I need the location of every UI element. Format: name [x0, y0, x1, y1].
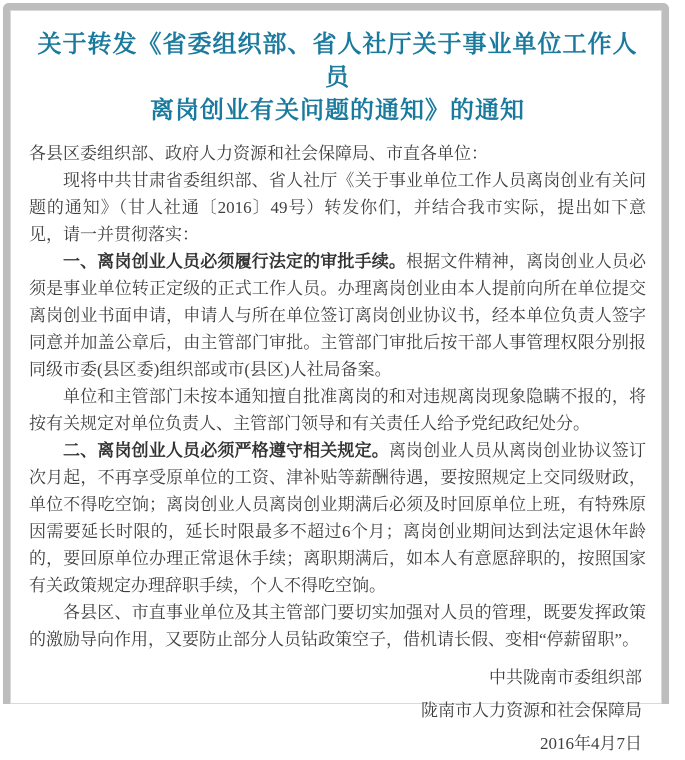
signature-block [29, 661, 646, 760]
salutation: 各县区委组织部、政府人力资源和社会保障局、市直各单位： [29, 144, 488, 163]
paragraph-intro-text: 现将中共甘肃省委组织部、省人社厅《关于事业单位工作人员离岗创业有关问题的通知》（甘人社通〔2016〕49号）转发你们，并结合我市实际，提出如下意见，请一并贯彻落实： [29, 171, 646, 244]
paragraph-closing-text: 各县区、市直事业单位及其主管部门要切实加强对人员的管理，既要发挥政策的激励导向作用，又要防止部分人员钻政策空子，借机请长假、变相“停薪留职”。 [29, 603, 646, 649]
document-page [3, 3, 669, 753]
paragraph-penalty-text: 单位和主管部门未按本通知擅自批准离岗的和对违规离岗现象隐瞒不报的，将按有关规定对单位负责人、主管部门领导和有关责任人给予党纪政纪处分。 [29, 387, 646, 433]
signature-date: 2016年4月7日 [540, 734, 642, 753]
document-body [29, 140, 646, 653]
paragraph-closing [29, 599, 646, 653]
paragraph-section-1-heading: 一、离岗创业人员必须履行法定的审批手续。 [63, 252, 407, 271]
paragraph-section-2-heading: 二、离岗创业人员必须严格遵守相关规定。 [63, 441, 389, 460]
document-title [29, 28, 646, 127]
signature-org-2: 陇南市人力资源和社会保障局 [421, 701, 642, 720]
paragraph-section-2-text: 离岗创业人员从离岗创业协议签订次月起，不再享受原单位的工资、津补贴等薪酬待遇，要按照规定上交同级财政，单位不得吃空饷；离岗创业人员离岗创业期满后必须及时回原单位上班，有特殊原因需要延长时限的，延长时限最多不超过6个月；离岗创业期间达到法定退休年龄的，要回原单位办理正常退休手续；离职期满后，如本人有意愿辞职的，按照国家有关政策规定办理辞职手续，个人不得吃空饷。 [29, 441, 647, 595]
document-content [10, 10, 662, 760]
paragraph-section-1-text: 根据文件精神，离岗创业人员必须是事业单位转正定级的正式工作人员。办理离岗创业由本人提前向所在单位提交离岗创业书面申请，申请人与所在单位签订离岗创业协议书，经本单位负责人签字同意并加盖公章后，由主管部门审批。主管部门审批后按干部人事管理权限分别报同级市委(县区委)组织部或市(县区)人社局备案。 [29, 252, 647, 379]
document-title-line-1: 关于转发《省委组织部、省人社厅关于事业单位工作人员 [37, 31, 638, 91]
paragraph-penalty [29, 383, 646, 437]
paragraph-section-2 [29, 437, 646, 599]
document-title-line-2: 离岗创业有关问题的通知》的通知 [150, 97, 525, 124]
paragraph-intro [29, 167, 646, 248]
paragraph-section-1 [29, 248, 646, 383]
signature-org-1: 中共陇南市委组织部 [489, 668, 642, 687]
